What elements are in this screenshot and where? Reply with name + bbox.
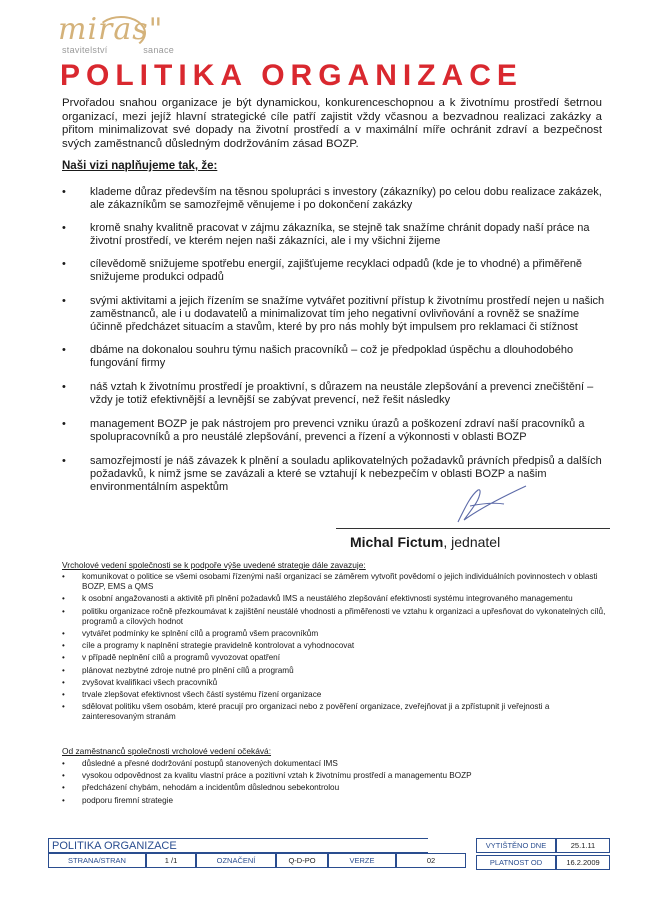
footer-version-value: 02 [396,853,466,868]
vision-list [62,186,607,494]
bullet: • [62,783,65,793]
list-item-text: v případě neplnění cílů a programů vyvozovat opatření [82,653,280,663]
list-item-text: komunikovat o politice se všemi osobami řízenými naší organizací se záměrem vytvořit povědomí o jejich individuálních povinnostech v oblasti BOZP, EMS a QMS [82,572,598,592]
bullet: • [62,258,66,270]
list-item-text: k osobní angažovanosti a aktivitě při plnění požadavků IMS a neustálého zlepšování efektivnosti systému integrovaného managementu [82,594,573,604]
management-commitments-heading: Vrcholové vedení společnosti se k podpoře výše uvedené strategie dále zavazuje: [62,560,366,570]
bullet: • [62,677,65,687]
list-item-text: samozřejmostí je náš závazek k plnění a souladu aplikovatelných požadavků právních předpisů a dalších požadavků, k nimž jsme se zavázali a které se vztahují k nebezpečím v oblasti BOZP a našim environmentálním aspektům [90,455,602,493]
bullet: • [62,771,65,781]
handwritten-signature [420,484,530,524]
list-item-text: plánovat nezbytné zdroje nutné pro plnění cílů a programů [82,665,294,675]
footer-doc-title: POLITIKA ORGANIZACE [48,838,428,853]
list-item [62,607,607,627]
signature-line [336,528,610,529]
bullet: • [62,295,66,307]
bullet: • [62,690,65,700]
list-item [62,222,607,248]
list-item [62,258,607,284]
signer-role: , jednatel [443,534,501,550]
list-item-text: důsledné a přesné dodržování postupů stanovených dokumentací IMS [82,759,338,768]
logo-tagline-right: sanace [143,45,175,55]
employee-expectations-list [62,759,607,806]
list-item-text: klademe důraz především na těsnou spolupráci s investory (zákazníky) po celou dobu realizace zakázek, ale zákazníkům se samozřejmě věnujeme i po dokončení zakázky [90,186,602,211]
list-item-text: cíle a programy k naplnění strategie pravidelně kontrolovat a vyhodnocovat [82,641,355,651]
bullet: • [62,665,65,675]
footer-printed-value: 25.1.11 [556,838,610,853]
bullet: • [62,344,66,356]
bullet: • [62,572,65,581]
footer-mark-label: OZNAČENÍ [196,853,276,868]
management-commitments-list [62,572,607,723]
bullet: • [62,702,65,712]
list-item [62,783,607,793]
footer-page-value: 1 /1 [146,853,196,868]
footer-valid-value: 16.2.2009 [556,855,610,870]
list-item [62,572,607,592]
list-item [62,796,607,806]
employee-expectations-heading: Od zaměstnanců společnosti vrcholové vedení očekává: [62,746,272,756]
bullet: • [62,381,66,393]
footer-printed-label: VYTIŠTĚNO DNE [476,838,556,853]
list-item-text: zvyšovat kvalifikaci všech pracovníků [82,677,218,687]
bullet: • [62,418,66,430]
logo-tagline-left: stavitelství [62,45,108,55]
signer [350,534,500,550]
bullet: • [62,641,65,651]
list-item-text: politiku organizace ročně přezkoumávat k zajištění neustálé vhodnosti a přiměřenosti ve vztahu k organizaci a upřesňovat do vykonatelných cílů, programů a cílových hodnot [82,606,606,626]
bullet: • [62,186,66,198]
bullet: • [62,222,66,234]
bullet: • [62,795,65,805]
list-item [62,629,607,639]
list-item-text: svými aktivitami a jejich řízením se snažíme vytvářet pozitivní přístup k životnímu prostředí nejen u našich zaměstnanců, ale i u dodavatelů a minimalizovat tím jeho negativní ovlivňování a rovněž se snažíme účinně předcházet situacím a stavům, které by pro nás mohly být impulsem pro reklamaci či stížnost [90,295,605,333]
list-item [62,344,607,370]
bullet: • [62,455,66,467]
list-item-text: vytvářet podmínky ke splnění cílů a programů všem pracovníkům [82,629,319,639]
list-item [62,641,607,651]
list-item-text: trvale zlepšovat efektivnost všech částí systému řízení organizace [82,690,322,700]
list-item [62,771,607,781]
list-item [62,702,607,722]
footer-version-label: VERZE [328,853,396,868]
list-item-text: vysokou odpovědnost za kvalitu vlastní práce a pozitivní vztah k životnímu prostředí a managementu BOZP [82,771,472,781]
logo-tagline [62,45,174,55]
footer-valid-label: PLATNOST OD [476,855,556,870]
list-item-text: předcházení chybám, nehodám a incidentům důslednou sebekontrolou [82,783,340,793]
bullet: • [62,629,65,639]
bullet: • [62,759,65,768]
list-item-text: management BOZP je pak nástrojem pro prevenci vzniku úrazů a poškození zdraví naší pracovníků a spolupracovníků a pro neustálé zlepšování, prevenci a řízení a výkonnosti v oblasti BOZP [90,418,585,443]
vision-heading: Naši vizi naplňujeme tak, že: [62,160,218,172]
list-item-text: kromě snahy kvalitně pracovat v zájmu zákazníka, se stejně tak snažíme chránit dopady naší práce na životní prostředí, ve kterém nejen naši zákazníci, ale i my všichni žijeme [90,222,590,247]
document-footer [48,838,610,872]
page-title: POLITIKA ORGANIZACE [60,59,523,92]
list-item [62,381,607,407]
list-item [62,666,607,676]
list-item [62,759,607,769]
list-item-text: dbáme na dokonalou souhru týmu našich pracovníků – což je předpoklad úspěchu a dlouhodobého fungování firmy [90,344,574,369]
bullet: • [62,653,65,663]
list-item [62,594,607,604]
list-item [62,653,607,663]
list-item [62,690,607,700]
bullet: • [62,594,65,604]
list-item [62,418,607,444]
list-item-text: cílevědomě snižujeme spotřebu energií, zajišťujeme recyklaci odpadů (kde je to vhodné) a přiměřeně snižujeme produkci odpadů [90,258,583,283]
list-item-text: podporu firemní strategie [82,795,174,805]
list-item-text: sdělovat politiku všem osobám, které pracují pro organizaci nebo z pověření organizace, zveřejňovat ji a zpřístupnit ji veřejnosti a zainteresovaným stranám [82,702,550,722]
list-item [62,678,607,688]
intro-paragraph: Prvořadou snahou organizace je být dynamickou, konkurenceschopnou a k životnímu prostředí šetrnou organizací, mezi jejíž hlavní strategické cíle patří zajistit vždy včasnou a bezvadnou realizaci zakázky a přitom minimalizovat své dopady na životní prostředí a v maximální míře ochránit zdraví a bezpečnost svých zaměstnanců důsledným dodržováním zásad BOZP. [62,97,602,150]
list-item-text: náš vztah k životnímu prostředí je proaktivní, s důrazem na neustále zlepšování a prevenci znečištění – vždy je totiž efektivnější a levnější se zabývat prevencí, než řešit následky [90,381,594,406]
company-logo [58,14,208,58]
bullet: • [62,606,65,616]
footer-page-label: STRANA/STRAN [48,853,146,868]
signer-name: Michal Fictum [350,534,444,550]
footer-mark-value: Q-D-PO [276,853,328,868]
logo-wordmark: miras" [58,12,164,47]
list-item [62,295,607,334]
list-item [62,186,607,212]
